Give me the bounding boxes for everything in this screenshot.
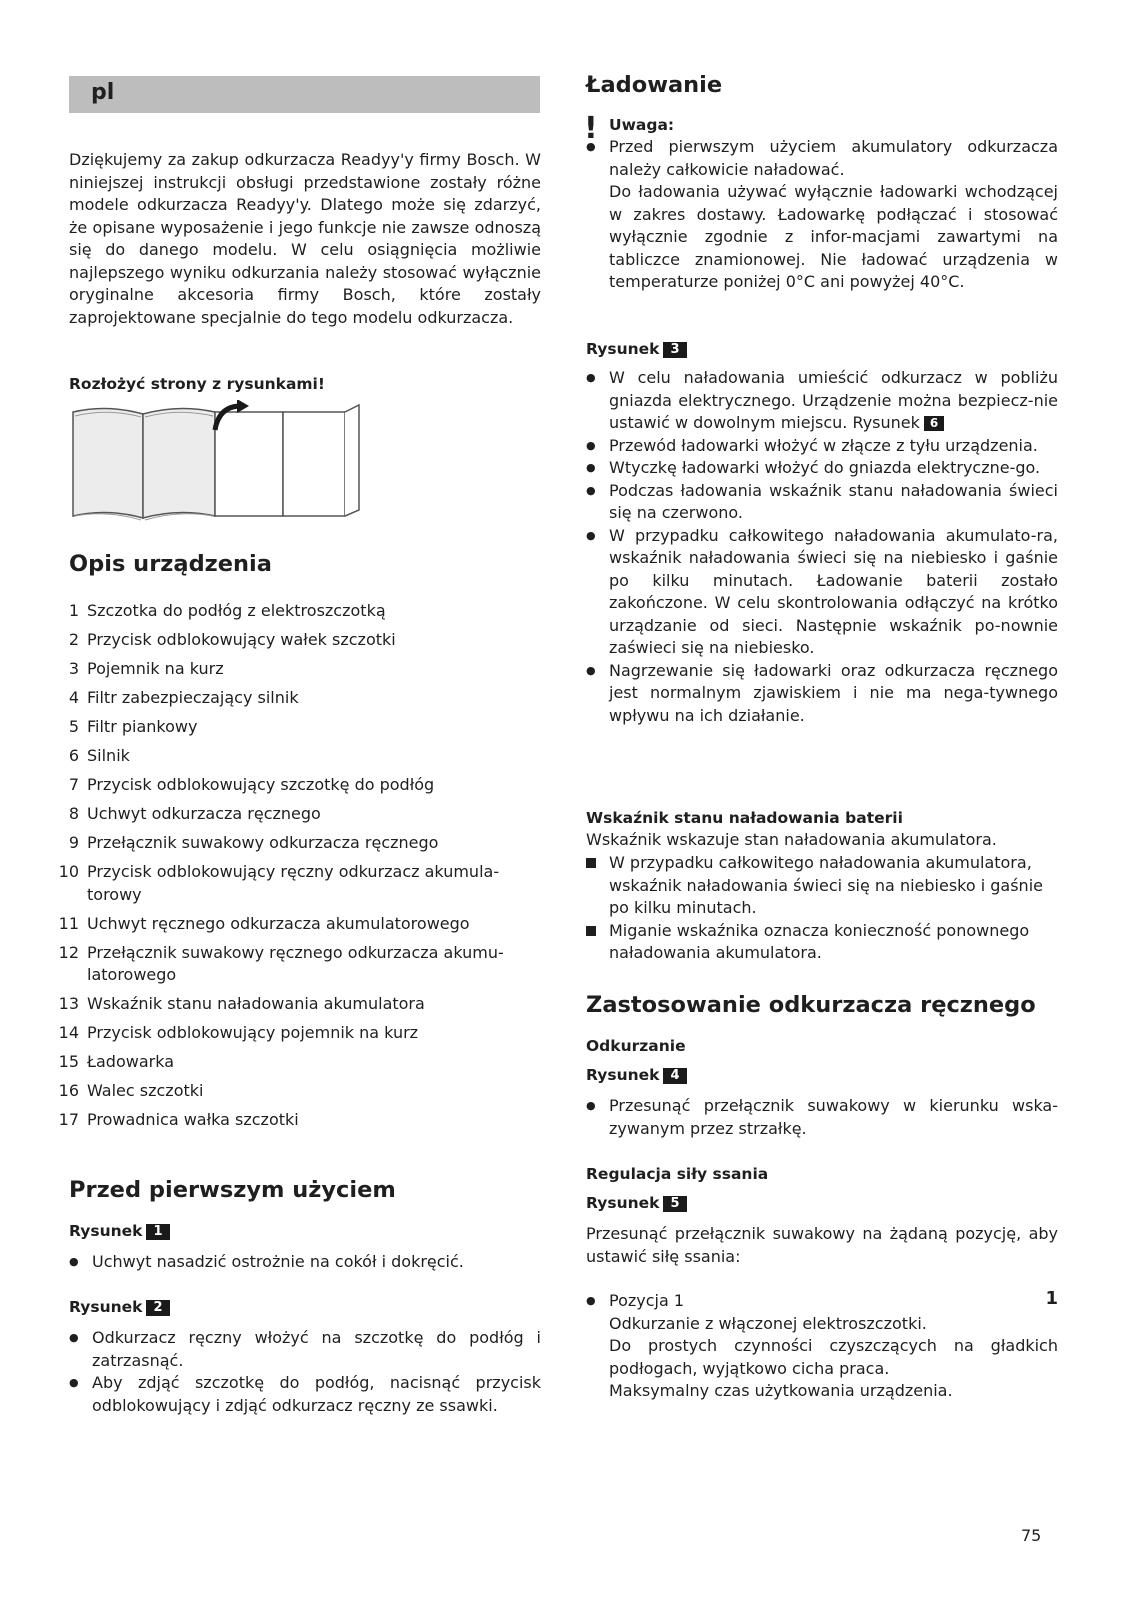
figure-badge-4: 4 — [663, 1068, 686, 1084]
parts-list-number: 10 — [58, 862, 79, 881]
parts-list-number: 8 — [68, 804, 79, 823]
parts-list-text: Szczotka do podłóg z elektroszczotką — [87, 601, 386, 620]
warning-list — [586, 136, 1058, 294]
position-line-2: Do prostych czynności czyszczących na gładkich podłogach, wyjątkowo cicha praca. — [609, 1336, 1058, 1378]
parts-list-text: Wskaźnik stanu naładowania akumulatora — [87, 994, 425, 1013]
parts-list-item — [57, 716, 541, 739]
language-bar — [69, 76, 540, 113]
parts-list-text: Przełącznik suwakowy odkurzacza ręcznego — [87, 833, 439, 852]
indicator-list — [586, 852, 1058, 965]
warning-icon: ! — [584, 111, 598, 146]
section-title-handheld-use: Zastosowanie odkurzacza ręcznego — [586, 992, 1036, 1018]
list-item: ● Przewód ładowarki włożyć w złącze z tyłu urządzenia. — [586, 435, 1058, 458]
parts-list-number: 3 — [68, 659, 79, 678]
suction-text: Przesunąć przełącznik suwakowy na żądaną pozycję, aby ustawić siłę ssania: — [586, 1224, 1058, 1266]
parts-list-text: Przycisk odblokowujący szczotkę do podłóg — [87, 775, 435, 794]
parts-list-item — [57, 1022, 541, 1045]
intro-paragraph: Dziękujemy za zakup odkurzacza Readyy'y firmy Bosch. W niniejszej instrukcji obsługi przedstawione zostały różne modele odkurzacza Readyy'y. Dlatego może się zdarzyć, że opisane wyposażenie i jego funkcje nie zawsze odnoszą się do danego modelu. W celu osiągnięcia możliwie najlepszego wyniku odkurzania należy stosować wyłącznie oryginalne akcesoria firmy Bosch, które zostały zaprojektowane specjalnie do tego modelu odkurzacza. — [69, 150, 541, 327]
parts-list-number: 11 — [58, 913, 79, 933]
vacuuming-title: Odkurzanie — [586, 1037, 686, 1055]
language-code: pl — [91, 80, 115, 105]
parts-list-number: 1 — [68, 601, 79, 620]
parts-list-number: 14 — [58, 1023, 79, 1042]
booklet-illustration — [69, 400, 367, 524]
position-label: Pozycja 1 — [609, 1291, 685, 1310]
figure-badge-5: 5 — [663, 1196, 686, 1212]
parts-list-item — [57, 658, 541, 681]
parts-list-text: Przycisk odblokowujący wałek szczotki — [87, 630, 396, 649]
parts-list-number: 12 — [58, 942, 79, 962]
list-item: ● W przypadku całkowitego naładowania akumulato-ra, wskaźnik naładowania świeci się na niebiesko i gaśnie po kilku minutach. Ładowanie baterii zostało zakończone. W celu skontrolowania odłączyć na krótko urządzanie od sieci. Następnie wskaźnik po-nownie zaświeci się na niebiesko. — [586, 525, 1058, 660]
position-list — [586, 1290, 1058, 1403]
parts-list-text: Walec szczotki — [87, 1081, 204, 1100]
parts-list — [57, 600, 541, 1138]
parts-list-number: 5 — [68, 717, 79, 736]
figure-badge-1: 1 — [146, 1224, 169, 1240]
page-number: 75 — [1021, 1526, 1042, 1545]
parts-list-item — [57, 745, 541, 768]
unfold-instruction: Rozłożyć strony z rysunkami! — [69, 375, 325, 393]
list-item: ● Nagrzewanie się ładowarki oraz odkurzacza ręcznego jest normalnym zjawiskiem i nie ma nega-tywnego wpływu na ich działanie. — [586, 660, 1058, 728]
parts-list-text: Silnik — [87, 746, 130, 765]
indicator-title: Wskaźnik stanu naładowania baterii — [586, 809, 903, 827]
parts-list-number: 16 — [58, 1081, 79, 1100]
parts-list-item — [57, 803, 541, 826]
figure-badge-2: 2 — [146, 1300, 169, 1316]
parts-list-text: Przycisk odblokowujący ręczny odkurzacz akumula-torowy — [87, 862, 500, 904]
parts-list-text: Przycisk odblokowujący pojemnik na kurz — [87, 1023, 419, 1042]
parts-list-item — [57, 861, 541, 906]
parts-list-number: 2 — [68, 630, 79, 649]
parts-list-text: Przełącznik suwakowy ręcznego odkurzacza akumu-latorowego — [87, 942, 504, 984]
list-item: Miganie wskaźnika oznacza konieczność ponownego naładowania akumulatora. — [586, 920, 1058, 965]
position-number: 1 — [1045, 1288, 1058, 1309]
section-title-before-use: Przed pierwszym użyciem — [69, 1177, 396, 1203]
parts-list-text: Pojemnik na kurz — [87, 659, 224, 678]
parts-list-number: 17 — [58, 1110, 79, 1129]
warning-text-1: Przed pierwszym użyciem akumulatory odkurzacza należy całkowicie naładować. — [609, 137, 1058, 179]
position-line-3: Maksymalny czas użytkowania urządzenia. — [609, 1381, 953, 1400]
warning-block — [584, 111, 1058, 294]
list-item: ● Odkurzacz ręczny włożyć na szczotkę do podłóg i zatrzasnąć. — [69, 1327, 541, 1372]
indicator-text: Wskaźnik wskazuje stan naładowania akumulatora. — [586, 830, 997, 849]
figure-badge-6: 6 — [924, 416, 944, 431]
list-item: ● Przesunąć przełącznik suwakowy w kierunku wska-zywanym przez strzałkę. — [586, 1095, 1058, 1140]
vacuuming-list — [586, 1095, 1058, 1140]
warning-text-2: Do ładowania używać wyłącznie ładowarki wchodzącej w zakres dostawy. Ładowarkę podłączać i stosować wyłącznie zgodnie z infor-macjami zawartymi na tabliczce znamionowej. Nie ładować urządzenia w temperaturze poniżej 0°C ani powyżej 40°C. — [609, 182, 1058, 291]
charging-list — [586, 367, 1058, 727]
parts-list-item — [57, 1080, 541, 1103]
parts-list-item — [57, 942, 541, 987]
figure-ref-1: Rysunek 1 — [69, 1220, 170, 1242]
parts-list-text: Uchwyt odkurzacza ręcznego — [87, 804, 321, 823]
figure-ref-3: Rysunek 3 — [586, 338, 687, 360]
section-title-device: Opis urządzenia — [69, 551, 272, 577]
figure-ref-5: Rysunek 5 — [586, 1192, 687, 1214]
list-item: W przypadku całkowitego naładowania akumulatora, wskaźnik naładowania świeci się na niebiesko i gaśnie po kilku minutach. — [586, 852, 1058, 920]
parts-list-item — [57, 1051, 541, 1074]
parts-list-item — [57, 913, 541, 936]
list-item: ● Uchwyt nasadzić ostrożnie na cokół i dokręcić. — [69, 1251, 541, 1274]
parts-list-item — [57, 832, 541, 855]
parts-list-number: 13 — [58, 994, 79, 1013]
parts-list-number: 6 — [68, 746, 79, 765]
parts-list-text: Filtr zabezpieczający silnik — [87, 688, 299, 707]
parts-list-text: Prowadnica wałka szczotki — [87, 1110, 299, 1129]
suction-title: Regulacja siły ssania — [586, 1165, 769, 1183]
parts-list-item — [57, 1109, 541, 1132]
parts-list-text: Uchwyt ręcznego odkurzacza akumulatorowego — [87, 913, 470, 933]
list-item: ● Wtyczkę ładowarki włożyć do gniazda elektryczne-go. — [586, 457, 1058, 480]
figure-ref-2: Rysunek 2 — [69, 1296, 170, 1318]
position-line-1: Odkurzanie z włączonej elektroszczotki. — [609, 1313, 927, 1333]
parts-list-item — [57, 687, 541, 710]
position-item — [586, 1290, 1058, 1403]
list-item: ● W celu naładowania umieścić odkurzacz w pobliżu gniazda elektrycznego. Urządzenie można bezpiecz-nie ustawić w dowolnym miejscu. Rysunek 6 — [586, 367, 1058, 435]
figure-ref-4: Rysunek 4 — [586, 1064, 687, 1086]
before-use-list-1 — [69, 1251, 541, 1274]
figure-badge-3: 3 — [663, 342, 686, 358]
section-title-charging: Ładowanie — [586, 72, 723, 98]
parts-list-item — [57, 629, 541, 652]
parts-list-number: 7 — [68, 775, 79, 794]
parts-list-text: Filtr piankowy — [87, 717, 198, 736]
parts-list-item — [57, 993, 541, 1016]
warning-title: Uwaga: — [609, 116, 675, 134]
parts-list-number: 15 — [58, 1052, 79, 1071]
parts-list-item — [57, 600, 541, 623]
list-item: ● Aby zdjąć szczotkę do podłóg, nacisnąć przycisk odblokowujący i zdjąć odkurzacz ręczny ze ssawki. — [69, 1372, 541, 1417]
parts-list-text: Ładowarka — [87, 1052, 174, 1071]
before-use-list-2 — [69, 1327, 541, 1417]
parts-list-number: 4 — [68, 688, 79, 707]
parts-list-item — [57, 774, 541, 797]
parts-list-number: 9 — [68, 833, 79, 852]
list-item: ● Podczas ładowania wskaźnik stanu naładowania świeci się na czerwono. — [586, 480, 1058, 525]
